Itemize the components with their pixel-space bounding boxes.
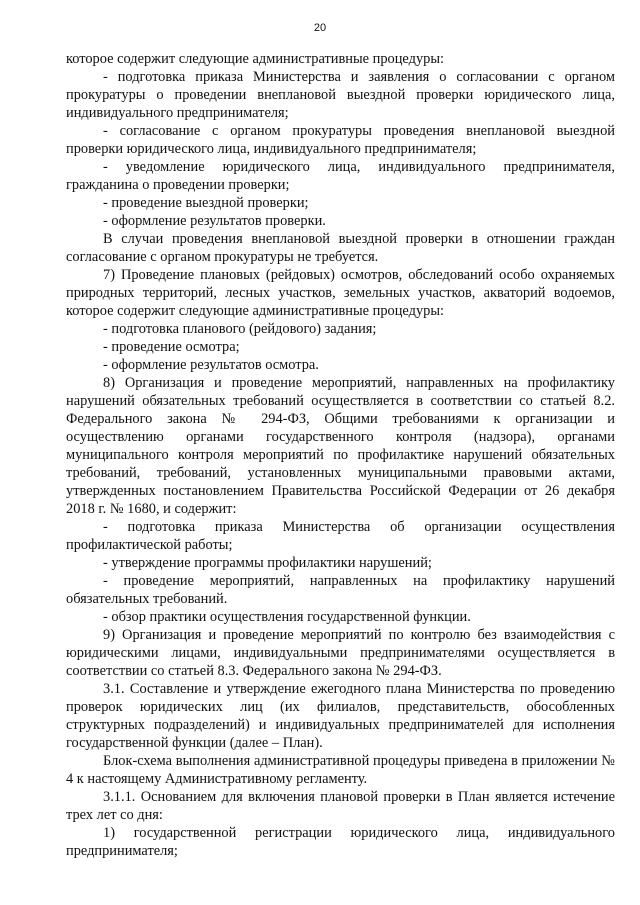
paragraph: 9) Организация и проведение мероприятий по контролю без взаимодействия с юридическими лицами, индивидуальными предпринимателями осуществляется в соответствии со статьей 8.3. Федерального закона № 294-ФЗ. (66, 627, 615, 679)
paragraph: - уведомление юридического лица, индивидуального предпринимателя, гражданина о проведении проверки; (66, 159, 615, 193)
paragraph: - оформление результатов проверки. (103, 213, 326, 229)
paragraph: - проведение выездной проверки; (103, 195, 309, 211)
paragraph: - подготовка планового (рейдового) задания; (103, 321, 377, 337)
paragraph: - утверждение программы профилактики нарушений; (103, 555, 432, 571)
paragraph: - проведение мероприятий, направленных на профилактику нарушений обязательных требований. (66, 573, 615, 607)
page-number: 20 (313, 22, 327, 34)
paragraph: 3.1.1. Основанием для включения плановой проверки в План является истечение трех лет со дня: (66, 789, 615, 823)
paragraph: В случаи проведения внеплановой выездной проверки в отношении граждан согласование с органом прокуратуры не требуется. (66, 231, 615, 265)
paragraph: которое содержит следующие административные процедуры: (66, 51, 445, 67)
paragraph: - подготовка приказа Министерства и заявления о согласовании с органом прокуратуры о проведении внеплановой выездной проверки юридического лица, индивидуального предпринимателя; (66, 69, 615, 121)
paragraph: 8) Организация и проведение мероприятий, направленных на профилактику нарушений обязательных требований осуществляется в соответствии со статьей 8.2. Федерального закона № 294-ФЗ, Общими требованиями к организации и осуществлению органами государственного контроля (надзора), органами муниципального контроля мероприятий по профилактике нарушений обязательных требований, требований, установленных муниципальными правовыми актами, утвержденных постановлением Правительства Российской Федерации от 26 декабря 2018 г. № 1680, и содержит: (66, 375, 615, 517)
paragraph: 1) государственной регистрации юридического лица, индивидуального предпринимателя; (66, 825, 615, 859)
paragraph: - согласование с органом прокуратуры проведения внеплановой выездной проверки юридического лица, индивидуального предпринимателя; (66, 123, 615, 157)
paragraph: - подготовка приказа Министерства об организации осуществления профилактической работы; (66, 519, 615, 553)
paragraph: 7) Проведение плановых (рейдовых) осмотров, обследований особо охраняемых природных территорий, лесных участков, земельных участков, акваторий водоемов, которое содержит следующие административные процедуры: (66, 267, 615, 319)
paragraph: - оформление результатов осмотра. (103, 357, 319, 373)
paragraph: - обзор практики осуществления государственной функции. (103, 609, 471, 625)
paragraph: Блок-схема выполнения административной процедуры приведена в приложении № 4 к настоящему Административному регламенту. (66, 753, 615, 787)
document-body (66, 50, 615, 860)
paragraph: 3.1. Составление и утверждение ежегодного плана Министерства по проведению проверок юридических лиц (их филиалов, представительств, обособленных структурных подразделений) и индивидуальных предпринимателей для исполнения государственной функции (далее – План). (66, 681, 615, 751)
paragraph: - проведение осмотра; (103, 339, 240, 355)
